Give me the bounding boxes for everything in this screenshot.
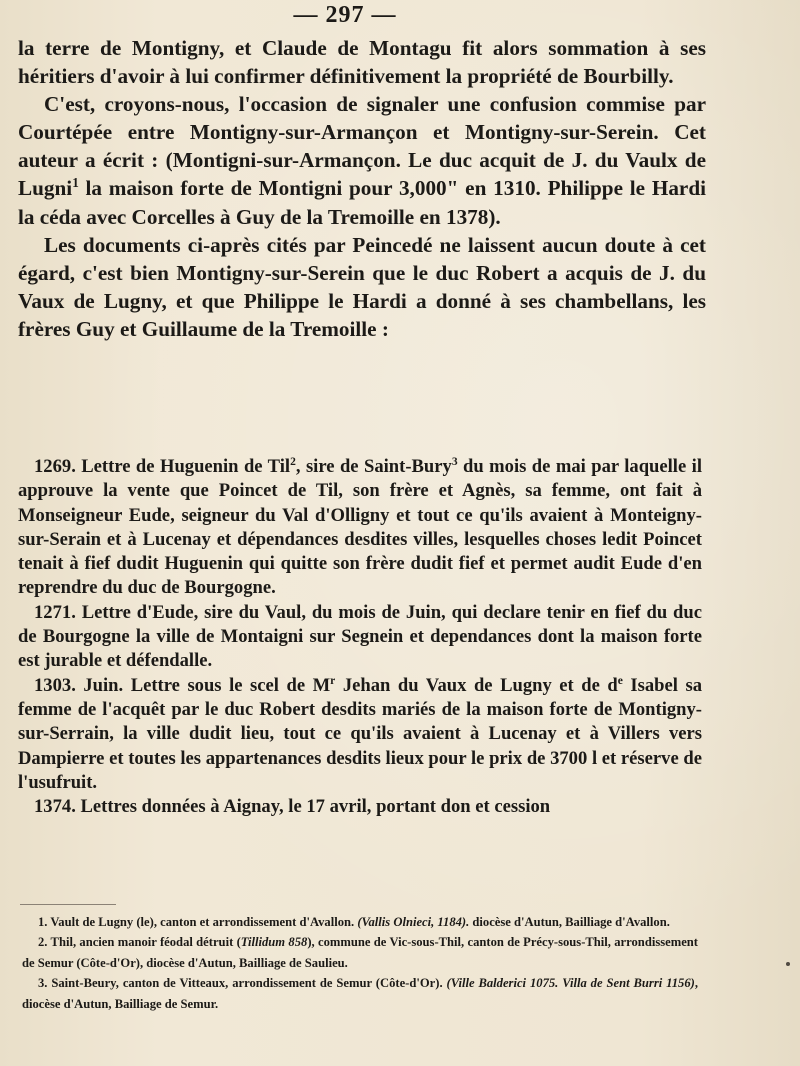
paragraph-2-text-b: la maison forte de Montigni pour 3,000" en 1310. Philippe le Hardi la céda avec Corcelles à Guy de la Tremoille en 1378). (18, 176, 706, 229)
footnote-1 (22, 912, 698, 932)
document-1269-text-c: du mois de mai par laquelle il approuve la vente que Poincet de Til, son frère et Agnès, sa femme, ont fait à Monseigneur Eude, seigneur du Val d'Olligny et tout ce qu'ils avaient à Monteigny-sur-Serain et à Lucenay et dépendances desdites villes, lesquelles choses ledit Poincet tenait à fief dudit Huguenin qui quitte son frère dudit fief et permet audit Eude d'en reprendre du duc de Bourgogne. (18, 456, 703, 599)
footnote-2 (22, 932, 698, 973)
document-1374: 1374. Lettres données à Aignay, le 17 avril, portant don et cession (34, 796, 551, 818)
footnote-ref-2: 2 (290, 455, 296, 468)
document-1303 (18, 674, 702, 795)
page-number: — 297 — (293, 2, 397, 28)
document-1269 (18, 455, 702, 601)
footnote-2-text-a: 2. Thil, ancien manoir féodal détruit ( (38, 935, 241, 950)
document-1271: 1271. Lettre d'Eude, sire du Vaul, du mois de Juin, qui declare tenir en fief du duc de Bourgogne la ville de Montaigni sur Segnein et dependances dont la maison forte est jurable et défendalle. (18, 601, 702, 672)
footnote-separator (20, 904, 116, 905)
paragraph-2 (18, 90, 706, 230)
document-citations (18, 455, 702, 819)
paragraph-1: la terre de Montigny, et Claude de Montagu fit alors sommation à ses héritiers d'avoir à lui confirmer définitivement la propriété de Bourbilly. (18, 36, 706, 89)
document-1303-text-b: Jehan du Vaux de Lugny et de d (335, 674, 618, 696)
main-text (18, 34, 706, 343)
ink-spot (786, 962, 790, 966)
footnote-2-text-c: ), commune de Vic-sous-Thil, canton de Précy-sous-Thil, arrondissement de Semur (Côte-d'Or), diocèse d'Autun, Bailliage de Saulieu. (22, 935, 698, 970)
paragraph-3: Les documents ci-après cités par Peincedé ne laissent aucun doute à cet égard, c'est bien Montigny-sur-Serein que le duc Robert a acquis de J. du Vaux de Lugny, et que Philippe le Hardi a donné à ses chambellans, les frères Guy et Guillaume de la Tremoille : (18, 232, 706, 341)
document-1303-text-c: Isabel sa femme de l'acquêt par le duc Robert desdits mariés de la maison forte de Montigny-sur-Serrain, la ville dudit lieu, tout ce qu'ils avaient à Lucenay et à Villers vers Dampierre et toutes les appartenances desdits lieux pour le prix de 3700 l et réserve de l'usufruit. (18, 674, 702, 793)
footnote-2-latin: Tillidum 858 (240, 935, 308, 950)
document-1269-text-a: 1269. Lettre de Huguenin de Til (34, 456, 291, 477)
footnote-3-text-a: 3. Saint-Beury, canton de Vitteaux, arrondissement de Semur (Côte-d'Or). (38, 976, 447, 991)
footnote-3-text-c: , diocèse d'Autun, Bailliage de Semur. (22, 976, 699, 1011)
footnote-3 (22, 973, 698, 1014)
footnote-ref-1: 1 (72, 175, 79, 191)
footnote-3-latin: (Ville Balderici 1075. Villa de Sent Burri 1156) (446, 976, 695, 991)
superscript-e: e (617, 674, 623, 687)
footnote-1-text-a: 1. Vault de Lugny (le), canton et arrondissement d'Avallon. (38, 915, 358, 929)
document-1303-text-a: 1303. Juin. Lettre sous le scel de M (34, 674, 331, 696)
footnotes (22, 912, 698, 1014)
superscript-r: r (330, 674, 336, 687)
footnote-1-text-c: diocèse d'Autun, Bailliage d'Avallon. (469, 915, 670, 929)
footnote-1-latin: (Vallis Olnieci, 1184). (357, 915, 470, 929)
paragraph-2-text-a: C'est, croyons-nous, l'occasion de signaler une confusion commise par Courtépée entre Montigny-sur-Armançon et Montigny-sur-Serein. Cet auteur a écrit : (Montigni-sur-Armançon. Le duc acquit de J. du Vaulx de Lugni (18, 92, 706, 201)
footnote-ref-3: 3 (451, 455, 458, 468)
document-1269-text-b: , sire de Saint-Bury (295, 456, 452, 477)
